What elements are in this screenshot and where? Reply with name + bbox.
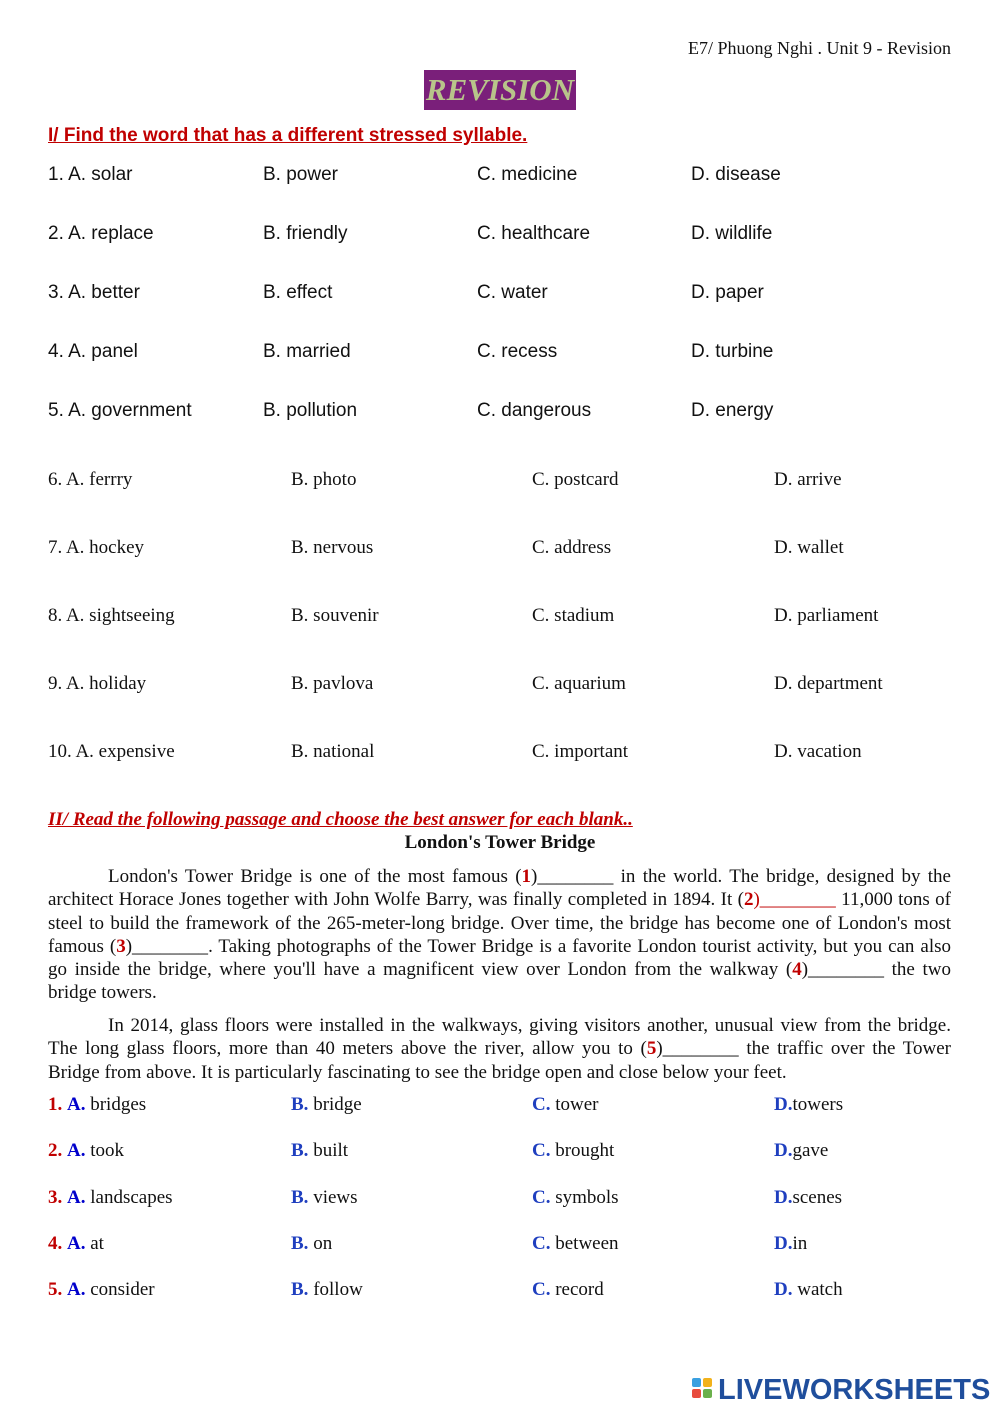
answer-b[interactable]: views	[313, 1187, 358, 1208]
option-d: D. paper	[691, 282, 764, 303]
answer-d[interactable]: scenes	[792, 1187, 843, 1208]
page-title: REVISION	[424, 70, 576, 110]
logo-blocks-icon	[692, 1378, 714, 1402]
letter-b: B.	[291, 1279, 309, 1300]
answer-c[interactable]: between	[555, 1233, 619, 1254]
option-c: C. medicine	[477, 164, 578, 185]
option-c: C. dangerous	[477, 400, 592, 421]
letter-d: D.	[774, 1094, 793, 1115]
option-c: C. stadium	[532, 605, 615, 626]
option-d: D. disease	[691, 164, 781, 185]
letter-c: C.	[532, 1279, 551, 1300]
option-a: 1. A. solar	[48, 164, 133, 185]
passage-paragraph-1	[48, 865, 951, 1005]
blank-4[interactable]: )________	[801, 959, 885, 981]
blank-1[interactable]: )________	[531, 866, 614, 887]
option-b: B. married	[263, 341, 351, 362]
option-b: B. pavlova	[291, 673, 374, 694]
option-a: 3. A. better	[48, 282, 140, 303]
letter-a: A.	[67, 1094, 86, 1115]
question-number: 4.	[48, 1233, 63, 1254]
option-d: D. energy	[691, 400, 774, 421]
answer-d[interactable]: watch	[797, 1279, 843, 1300]
letter-c: C.	[532, 1140, 551, 1161]
passage-text: in the world. The bridge, designed by the architect Horace Jones together with John Wolfe Barry, was finally completed in 1894. It (	[48, 866, 951, 911]
answer-b[interactable]: bridge	[313, 1094, 362, 1115]
blank-number-5: 5	[646, 1038, 657, 1060]
passage-text: the traffic over the Tower Bridge from above. It is particularly fascinating to see the bridge open and close below your feet.	[48, 1038, 951, 1083]
answer-c[interactable]: record	[555, 1279, 604, 1300]
option-b: B. nervous	[291, 537, 374, 558]
letter-b: B.	[291, 1094, 309, 1115]
answer-b[interactable]: built	[313, 1140, 349, 1161]
option-a: 10. A. expensive	[48, 741, 175, 762]
logo-text: LIVEWORKSHEETS	[718, 1373, 991, 1406]
blank-number-2: 2	[743, 889, 754, 911]
option-c: C. water	[477, 282, 548, 303]
answer-a[interactable]: bridges	[90, 1094, 147, 1115]
passage-title: London's Tower Bridge	[404, 832, 596, 853]
blank-number-4: 4	[792, 959, 802, 981]
question-number: 5.	[48, 1279, 63, 1300]
option-b: B. pollution	[263, 400, 358, 421]
question-number: 1.	[48, 1094, 63, 1115]
letter-c: C.	[532, 1233, 551, 1254]
letter-b: B.	[291, 1187, 309, 1208]
passage-text: In 2014, glass floors were installed in the walkways, giving visitors another, unusual view from the bridge. The long glass floors, more than 40 meters above the river, allow you to (	[48, 1015, 951, 1060]
answer-a[interactable]: at	[90, 1233, 104, 1254]
title-wrap	[0, 70, 1000, 110]
answer-b[interactable]: follow	[313, 1279, 363, 1300]
passage-text: the two bridge towers.	[48, 959, 951, 1004]
letter-b: B.	[291, 1233, 309, 1254]
option-d: D. wildlife	[691, 223, 773, 244]
answer-c[interactable]: brought	[555, 1140, 615, 1161]
option-a: 6. A. ferrry	[48, 469, 133, 490]
option-b: B. national	[291, 741, 375, 762]
header-info: E7/ Phuong Nghi . Unit 9 - Revision	[687, 38, 951, 58]
blank-2[interactable]: )________	[753, 889, 836, 911]
letter-d: D.	[774, 1233, 793, 1254]
option-a: 2. A. replace	[48, 223, 154, 244]
answer-d[interactable]: gave	[792, 1140, 829, 1161]
passage-text: London's Tower Bridge is one of the most famous (	[108, 866, 522, 887]
option-b: B. friendly	[263, 223, 348, 244]
option-a: 9. A. holiday	[48, 673, 147, 694]
letter-d: D.	[774, 1140, 793, 1161]
letter-a: A.	[67, 1279, 86, 1300]
option-b: B. souvenir	[291, 605, 379, 626]
answer-a[interactable]: landscapes	[90, 1187, 173, 1208]
option-a: 7. A. hockey	[48, 537, 145, 558]
blank-3[interactable]: )________	[125, 935, 209, 957]
blank-number-3: 3	[116, 935, 126, 957]
option-c: C. address	[532, 537, 612, 558]
answer-b[interactable]: on	[313, 1233, 333, 1254]
answer-c[interactable]: symbols	[555, 1187, 619, 1208]
answer-d[interactable]: towers	[792, 1094, 844, 1115]
option-d: D. parliament	[774, 605, 879, 626]
passage-text: . Taking photographs of the Tower Bridge is a favorite London tourist activity, but you can also go inside the bridge, where you'll have a magnificent view over London from the walkway (	[48, 935, 951, 981]
option-d: D. arrive	[774, 469, 842, 490]
question-number: 3.	[48, 1187, 63, 1208]
option-a: 5. A. government	[48, 400, 192, 421]
answer-c[interactable]: tower	[555, 1094, 599, 1115]
section1-heading: I/ Find the word that has a different stressed syllable.	[48, 125, 528, 146]
option-a: 4. A. panel	[48, 341, 138, 362]
option-c: C. healthcare	[477, 223, 591, 244]
liveworksheets-logo	[692, 1374, 990, 1406]
letter-d: D.	[774, 1187, 793, 1208]
option-b: B. power	[263, 164, 338, 185]
letter-a: A.	[67, 1233, 86, 1254]
answer-a[interactable]: consider	[90, 1279, 155, 1300]
letter-a: A.	[67, 1187, 86, 1208]
passage-paragraph-2	[48, 1014, 951, 1084]
option-b: B. photo	[291, 469, 357, 490]
option-b: B. effect	[263, 282, 333, 303]
option-a: 8. A. sightseeing	[48, 605, 175, 626]
passage-text: 11,000 tons of steel to build the framework of the 265-meter-long bridge. Over time, the bridge has become one of London's most famous (	[48, 889, 952, 957]
answer-a[interactable]: took	[90, 1140, 125, 1161]
answer-d[interactable]: in	[792, 1233, 808, 1254]
option-d: D. department	[774, 673, 883, 694]
option-d: D. vacation	[774, 741, 862, 762]
question-number: 2.	[48, 1140, 63, 1161]
option-c: C. recess	[477, 341, 558, 362]
section2-heading: II/ Read the following passage and choose the best answer for each blank..	[48, 809, 633, 830]
blank-number-1: 1	[521, 866, 532, 887]
option-d: D. wallet	[774, 537, 844, 558]
letter-c: C.	[532, 1094, 551, 1115]
blank-5[interactable]: )________	[656, 1038, 739, 1060]
option-c: C. postcard	[532, 469, 619, 490]
option-c: C. aquarium	[532, 673, 626, 694]
letter-b: B.	[291, 1140, 309, 1161]
option-d: D. turbine	[691, 341, 774, 362]
letter-a: A.	[67, 1140, 86, 1161]
letter-c: C.	[532, 1187, 551, 1208]
letter-d: D.	[774, 1279, 798, 1300]
option-c: C. important	[532, 741, 629, 762]
